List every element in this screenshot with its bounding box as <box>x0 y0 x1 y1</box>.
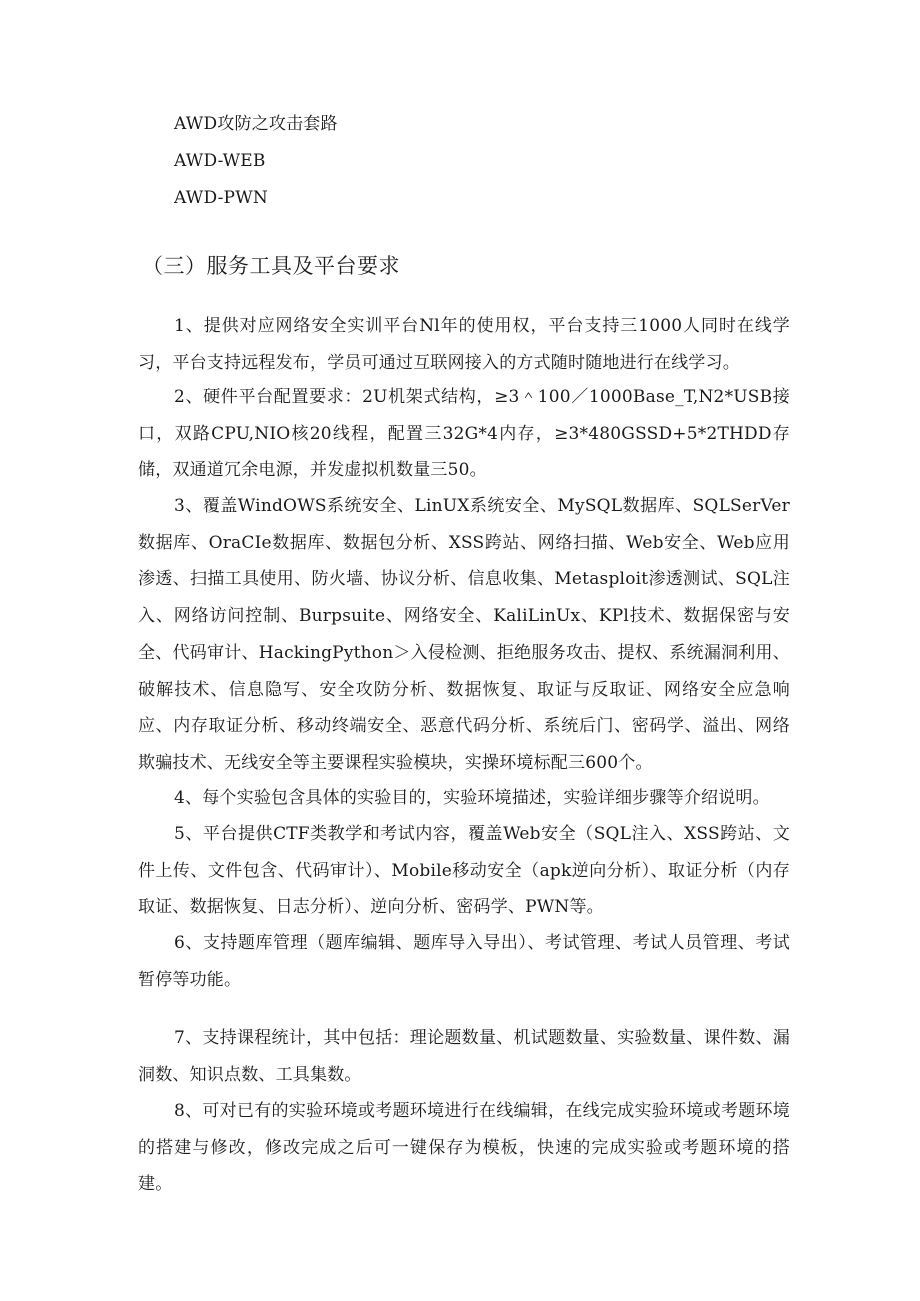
paragraph-4: 4、每个实验包含具体的实验目的，实验环境描述，实验详细步骤等介绍说明。 <box>174 788 770 808</box>
paragraph-5: 5、平台提供CTF类教学和考试内容，覆盖Web安全（SQL注入、XSS跨站、文件上传、文件包含、代码审计）、Mobile移动安全（apk逆向分析）、取证分析（内存取证、数据恢复、日志分析）、逆向分析、密码学、PWN等。 <box>138 824 790 918</box>
paragraph-2: 2、硬件平台配置要求：2U机架式结构，≥3＾100／1000Base_T,N2*USB接口，双路CPU,NIO核20线程，配置三32G*4内存，≥3*480GSSD+5*2THDD存储，双通道冗余电源，并发虚拟机数量三50。 <box>138 387 790 481</box>
list-item-awd-pwn: AWD-PWN <box>174 188 268 208</box>
paragraph-1: 1、提供对应网络安全实训平台Nl年的使用权，平台支持三1000人同时在线学习，平台支持远程发布，学员可通过互联网接入的方式随时随地进行在线学习。 <box>138 316 790 373</box>
list-item-awd-attack: AWD攻防之攻击套路 <box>174 114 338 134</box>
paragraph-8: 8、可对已有的实验环境或考题环境进行在线编辑，在线完成实验环境或考题环境的搭建与修改，修改完成之后可一键保存为模板，快速的完成实验或考题环境的搭建。 <box>138 1101 790 1195</box>
paragraph-6: 6、支持题库管理（题库编辑、题库导入导出）、考试管理、考试人员管理、考试暂停等功能。 <box>138 933 790 990</box>
list-item-awd-web: AWD-WEB <box>174 151 266 171</box>
paragraph-3: 3、覆盖WindOWS系统安全、LinUX系统安全、MySQL数据库、SQLSerVer数据库、OraCIe数据库、数据包分析、XSS跨站、网络扫描、Web安全、Web应用渗透、扫描工具使用、防火墙、协议分析、信息收集、Metasploit渗透测试、SQL注入、网络访问控制、Burpsuite、网络安全、KaliLinUx、KPl技术、数据保密与安全、代码审计、HackingPython＞入侵检测、拒绝服务攻击、提权、系统漏洞利用、破解技术、信息隐写、安全攻防分析、数据恢复、取证与反取证、网络安全应急响应、内存取证分析、移动终端安全、恶意代码分析、系统后门、密码学、溢出、网络欺骗技术、无线安全等主要课程实验模块，实操环境标配三600个。 <box>138 496 790 773</box>
paragraph-7: 7、支持课程统计，其中包括：理论题数量、机试题数量、实验数量、课件数、漏洞数、知识点数、工具集数。 <box>138 1028 790 1085</box>
section-heading: （三）服务工具及平台要求 <box>142 254 400 278</box>
